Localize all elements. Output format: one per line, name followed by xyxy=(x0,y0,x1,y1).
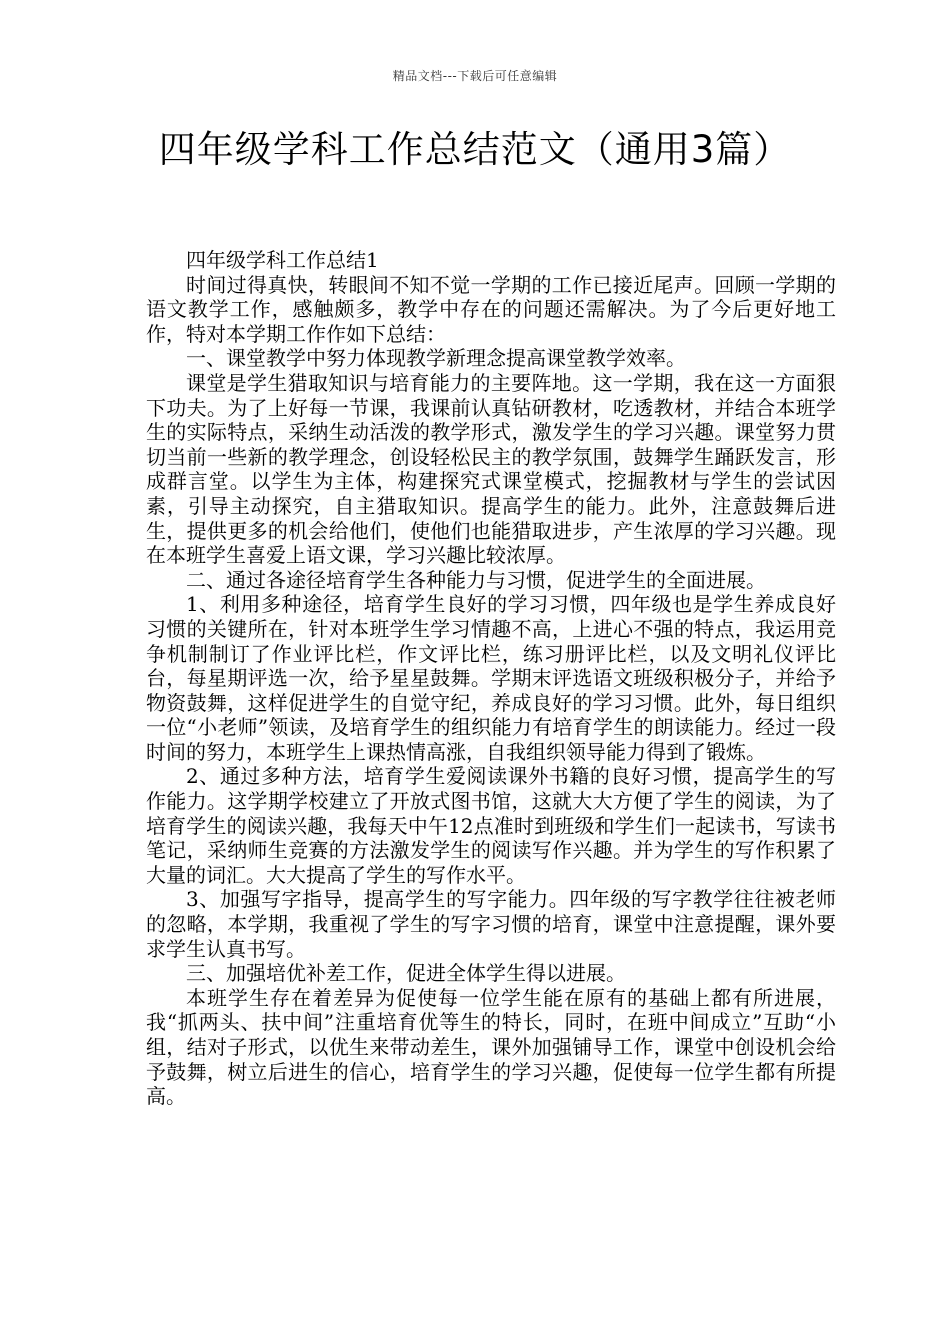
document-title: 四年级学科工作总结范文（通用3篇） xyxy=(158,128,792,171)
paragraph: 1、利用多种途径，培育学生良好的学习习惯，四年级也是学生养成良好习惯的关键所在，针对本班学生学习情趣不高，上进心不强的特点，我运用竞争机制制订了作业评比栏，作文评比栏，练习册评比栏，以及文明礼仪评比台，每星期评选一次，给予星星鼓舞。学期末评选语文班级积极分子，并给予物资鼓舞，这样促进学生的自觉守纪，养成良好的学习习惯。此外，每日组织一位“小老师”领读，及培育学生的组织能力有培育学生的朗读能力。经过一段时间的努力，本班学生上课热情高涨，自我组织领导能力得到了锻炼。 xyxy=(146,592,836,764)
paragraph: 3、加强写字指导，提高学生的写字能力。四年级的写字教学往往被老师的忽略，本学期，我重视了学生的写字习惯的培育，课堂中注意提醒，课外要求学生认真书写。 xyxy=(146,887,836,961)
paragraph: 2、通过多种方法，培育学生爱阅读课外书籍的良好习惯，提高学生的写作能力。这学期学校建立了开放式图书馆，这就大大方便了学生的阅读，为了培育学生的阅读兴趣，我每天中午12点准时到班级和学生们一起读书，写读书笔记，采纳师生竞赛的方法激发学生的阅读写作兴趣。并为学生的写作积累了大量的词汇。大大提高了学生的写作水平。 xyxy=(146,764,836,887)
paragraph: 时间过得真快，转眼间不知不觉一学期的工作已接近尾声。回顾一学期的语文教学工作，感触颇多，教学中存在的问题还需解决。为了今后更好地工作，特对本学期工作作如下总结： xyxy=(146,272,836,346)
paragraph: 本班学生存在着差异为促使每一位学生能在原有的基础上都有所进展，我“抓两头、扶中间”注重培育优等生的特长，同时，在班中间成立”互助“小组，结对子形式，以优生来带动差生，课外加强铺导工作，课堂中创设机会给予鼓舞，树立后进生的信心，培育学生的学习兴趣，促使每一位学生都有所提高。 xyxy=(146,985,836,1109)
header-note: 精品文档---下载后可任意编辑 xyxy=(392,69,558,83)
document-body xyxy=(146,248,836,1109)
section-heading: 一、课堂教学中努力体现教学新理念提高课堂教学效率。 xyxy=(186,346,686,371)
paragraph: 课堂是学生猎取知识与培育能力的主要阵地。这一学期，我在这一方面狠下功夫。为了上好每一节课，我课前认真钻研教材，吃透教材，并结合本班学生的实际特点，采纳生动活泼的教学形式，激发学生的学习兴趣。课堂努力贯切当前一些新的教学理念，创设轻松民主的教学氛围，鼓舞学生踊跃发言，形成群言堂。以学生为主体，构建探究式课堂模式，挖掘教材与学生的尝试因素，引导主动探究，自主猎取知识。提高学生的能力。此外，注意鼓舞后进生，提供更多的机会给他们，使他们也能猎取进步，产生浓厚的学习兴趣。现在本班学生喜爱上语文课，学习兴趣比较浓厚。 xyxy=(146,370,836,568)
section-heading: 三、加强培优补差工作，促进全体学生得以进展。 xyxy=(186,961,626,986)
section-heading: 四年级学科工作总结1 xyxy=(186,248,379,272)
section-heading: 二、通过各途径培育学生各种能力与习惯，促进学生的全面进展。 xyxy=(186,567,766,592)
